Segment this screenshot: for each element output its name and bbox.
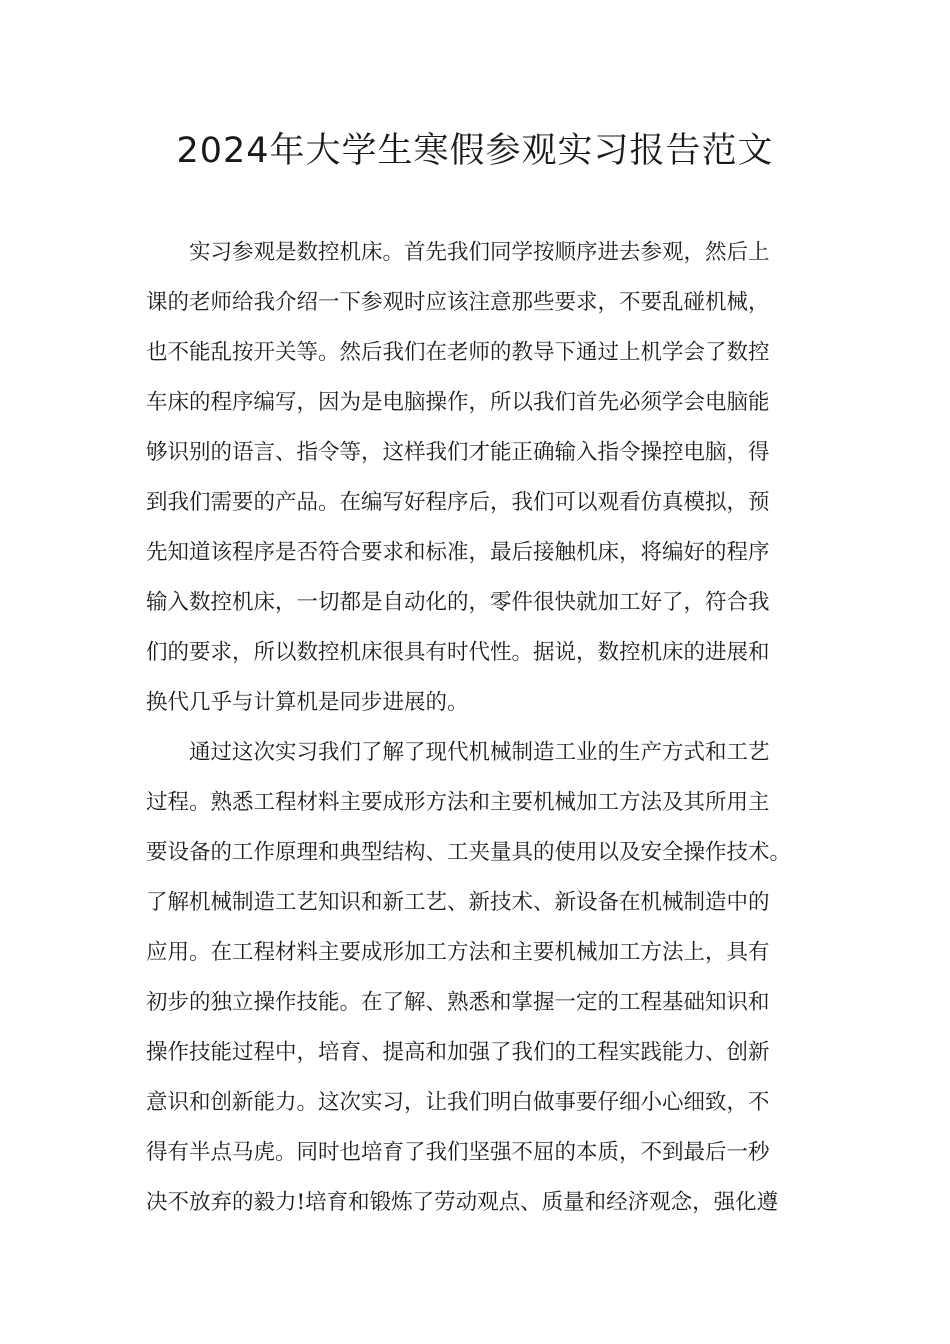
paragraph-2: [146, 728, 810, 1228]
text-line: 初步的独立操作技能。在了解、熟悉和掌握一定的工程基础知识和: [146, 990, 770, 1015]
text-line: 要设备的工作原理和典型结构、工夹量具的使用以及安全操作技术。: [146, 840, 792, 865]
text-line: 决不放弃的毅力!培育和锻炼了劳动观点、质量和经济观念，强化遵: [146, 1190, 779, 1215]
text-line: 操作技能过程中，培育、提高和加强了我们的工程实践能力、创新: [146, 1040, 770, 1065]
text-line: 了解机械制造工艺知识和新工艺、新技术、新设备在机械制造中的: [146, 890, 770, 915]
document-title: 2024年大学生寒假参观实习报告范文: [176, 131, 774, 171]
text-line: 得有半点马虎。同时也培育了我们坚强不屈的本质，不到最后一秒: [146, 1140, 770, 1165]
text-line: 应用。在工程材料主要成形加工方法和主要机械加工方法上，具有: [146, 940, 770, 965]
text-line: 意识和创新能力。这次实习，让我们明白做事要仔细小心细致，不: [146, 1090, 770, 1115]
text-line: 过程。熟悉工程材料主要成形方法和主要机械加工方法及其所用主: [146, 790, 770, 815]
text-line: 课的老师给我介绍一下参观时应该注意那些要求，不要乱碰机械，: [146, 290, 770, 315]
text-line: 到我们需要的产品。在编写好程序后，我们可以观看仿真模拟，预: [146, 490, 770, 515]
text-line: 也不能乱按开关等。然后我们在老师的教导下通过上机学会了数控: [146, 340, 770, 365]
text-line: 们的要求，所以数控机床很具有时代性。据说，数控机床的进展和: [146, 640, 770, 665]
text-line: 输入数控机床，一切都是自动化的，零件很快就加工好了，符合我: [146, 590, 770, 615]
paragraph-1: [146, 228, 810, 728]
text-line: 够识别的语言、指令等，这样我们才能正确输入指令操控电脑，得: [146, 440, 770, 465]
text-line: 通过这次实习我们了解了现代机械制造工业的生产方式和工艺: [189, 740, 770, 765]
text-line: 车床的程序编写，因为是电脑操作，所以我们首先必须学会电脑能: [146, 390, 770, 415]
text-line: 先知道该程序是否符合要求和标准，最后接触机床，将编好的程序: [146, 540, 770, 565]
text-line: 实习参观是数控机床。首先我们同学按顺序进去参观，然后上: [189, 240, 770, 265]
document-body: [146, 228, 810, 1228]
text-line: 换代几乎与计算机是同步进展的。: [146, 690, 469, 715]
